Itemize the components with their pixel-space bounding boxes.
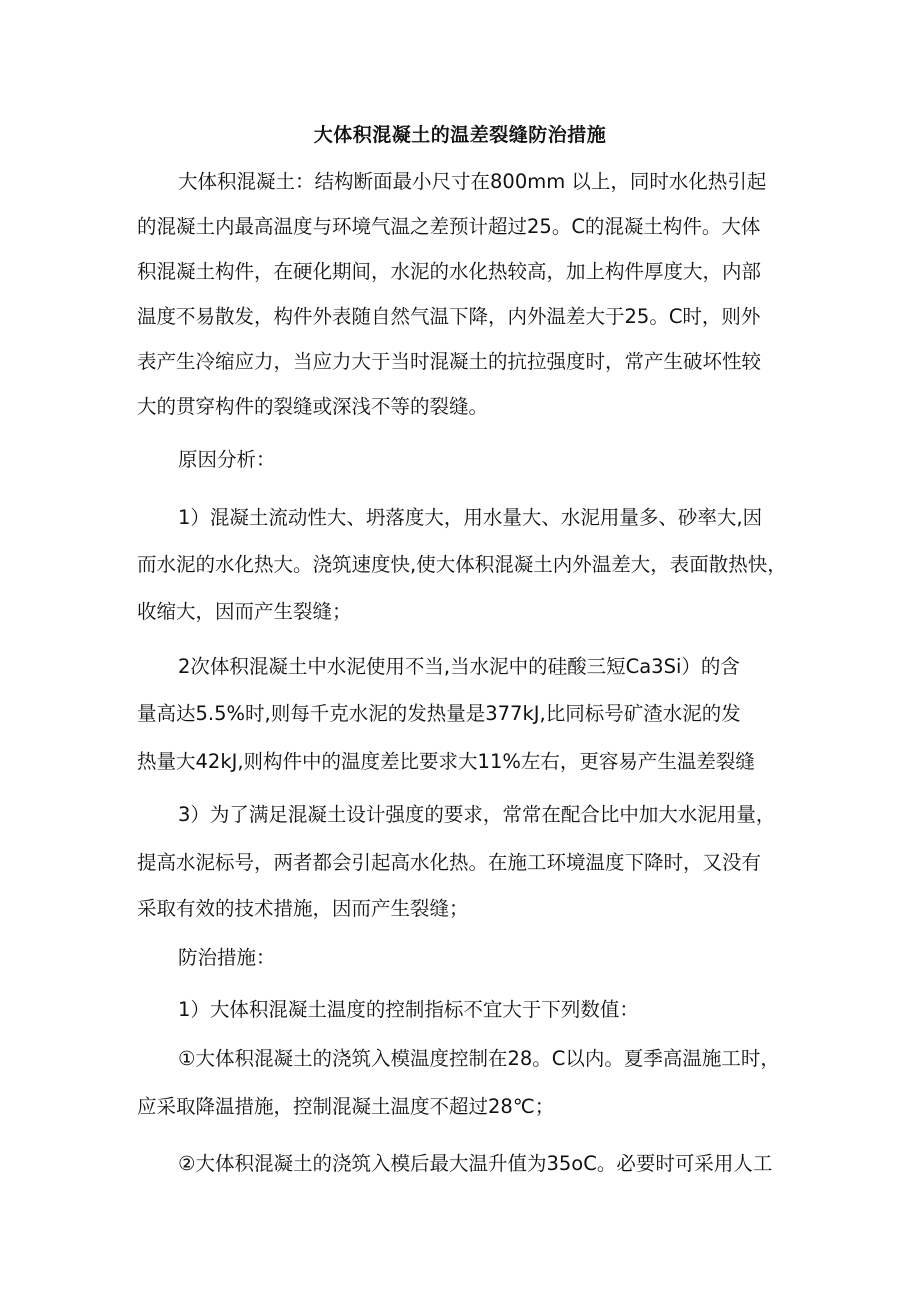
- paragraph-line: 1）大体积混凝土温度的控制指标不宜大于下列数值：: [178, 998, 639, 1021]
- paragraph-line: ①大体积混凝土的浇筑入模温度控制在28。C以内。夏季高温施工时，: [178, 1047, 780, 1070]
- paragraph-line: 的混凝土内最高温度与环境气温之差预计超过25。C的混凝土构件。大体: [137, 215, 761, 238]
- document-title: 大体积混凝土的温差裂缝防治措施: [313, 124, 607, 146]
- paragraph-line: 量高达5.5%时,则每千克水泥的发热量是377kJ,比同标号矿渣水泥的发: [137, 702, 741, 725]
- paragraph-line: 大体积混凝土：结构断面最小尺寸在800mm 以上，同时水化热引起: [178, 170, 767, 193]
- paragraph-line: 表产生冷缩应力，当应力大于当时混凝土的抗拉强度时，常产生破坏性较: [137, 350, 762, 373]
- paragraph-line: 提高水泥标号，两者都会引起高水化热。在施工环境温度下降时，又没有: [137, 851, 762, 874]
- paragraph-line: ②大体积混凝土的浇筑入模后最大温升值为35oC。必要时可采用人工: [178, 1152, 773, 1175]
- paragraph-line: 热量大42kJ,则构件中的温度差比要求大11%左右，更容易产生温差裂缝: [137, 750, 755, 773]
- paragraph-line: 而水泥的水化热大。浇筑速度快,使大体积混凝土内外温差大，表面散热快，: [137, 553, 787, 576]
- paragraph-line: 温度不易散发，构件外表随自然气温下降，内外温差大于25。C时，则外: [137, 305, 761, 328]
- paragraph-line: 应采取降温措施，控制混凝土温度不超过28℃；: [137, 1095, 555, 1118]
- paragraph-line: 积混凝土构件，在硬化期间，水泥的水化热较高，加上构件厚度大，内部: [137, 260, 762, 283]
- paragraph-line: 采取有效的技术措施，因而产生裂缝；: [137, 897, 469, 920]
- paragraph-line: 收缩大，因而产生裂缝；: [137, 600, 352, 623]
- paragraph-line: 2次体积混凝土中水泥使用不当,当水泥中的硅酸三短Ca3Si）的含: [178, 655, 740, 678]
- section-heading: 防治措施：: [178, 946, 276, 969]
- paragraph-line: 大的贯穿构件的裂缝或深浅不等的裂缝。: [137, 395, 489, 418]
- paragraph-line: 3）为了满足混凝土设计强度的要求，常常在配合比中加大水泥用量，: [178, 803, 776, 826]
- section-heading: 原因分析：: [178, 448, 276, 471]
- paragraph-line: 1）混凝土流动性大、坍落度大，用水量大、水泥用量多、砂率大,因: [178, 506, 763, 529]
